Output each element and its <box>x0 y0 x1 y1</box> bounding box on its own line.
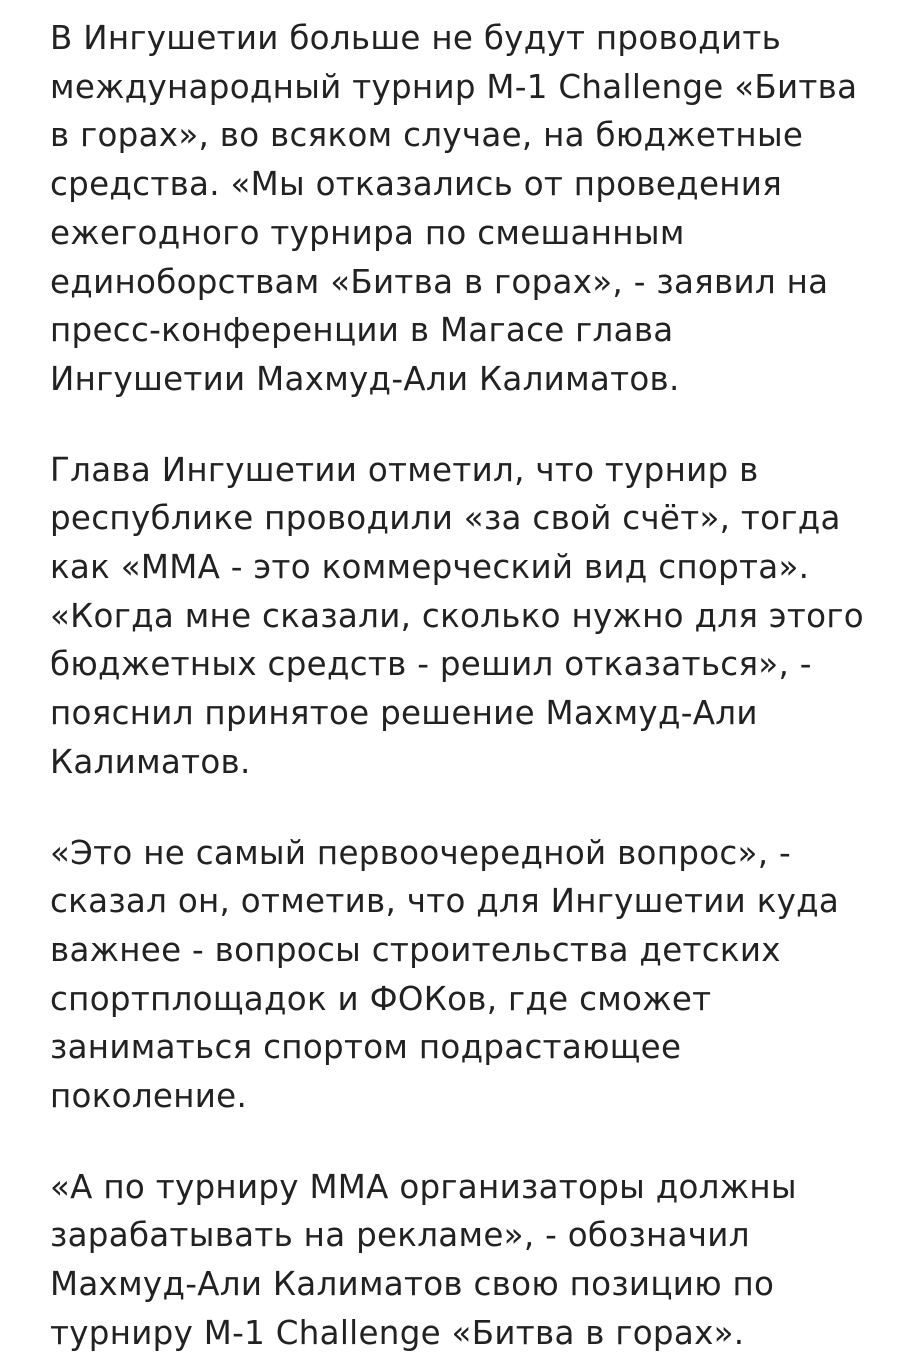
paragraph: «А по турниру ММА организаторы должны зарабатывать на рекламе», - обозначил Махмуд-Али Калиматов свою позицию по турниру М-1 Challenge «Битва в горах». <box>50 1167 797 1352</box>
paragraph: В Ингушетии больше не будут проводить международный турнир М-1 Challenge «Битва в горах», во всяком случае, на бюджетные средства. «Мы отказались от проведения ежегодного турнира по смешанным единоборствам «Битва в горах», - заявил на пресс-конференции в Магасе глава Ингушетии Махмуд-Али Калиматов. <box>50 19 858 398</box>
paragraph: Глава Ингушетии отметил, что турнир в республике проводили «за свой счёт», тогда как «ММА - это коммерческий вид спорта». «Когда мне сказали, сколько нужно для этого бюджетных средств - решил отказаться», - пояснил принятое решение Махмуд-Али Калиматов. <box>50 450 864 781</box>
article-body <box>50 14 865 1358</box>
paragraph: «Это не самый первоочередной вопрос», - сказал он, отметив, что для Ингушетии куда важнее - вопросы строительства детских спортплощадок и ФОКов, где сможет заниматься спортом подрастающее поколение. <box>50 833 840 1116</box>
